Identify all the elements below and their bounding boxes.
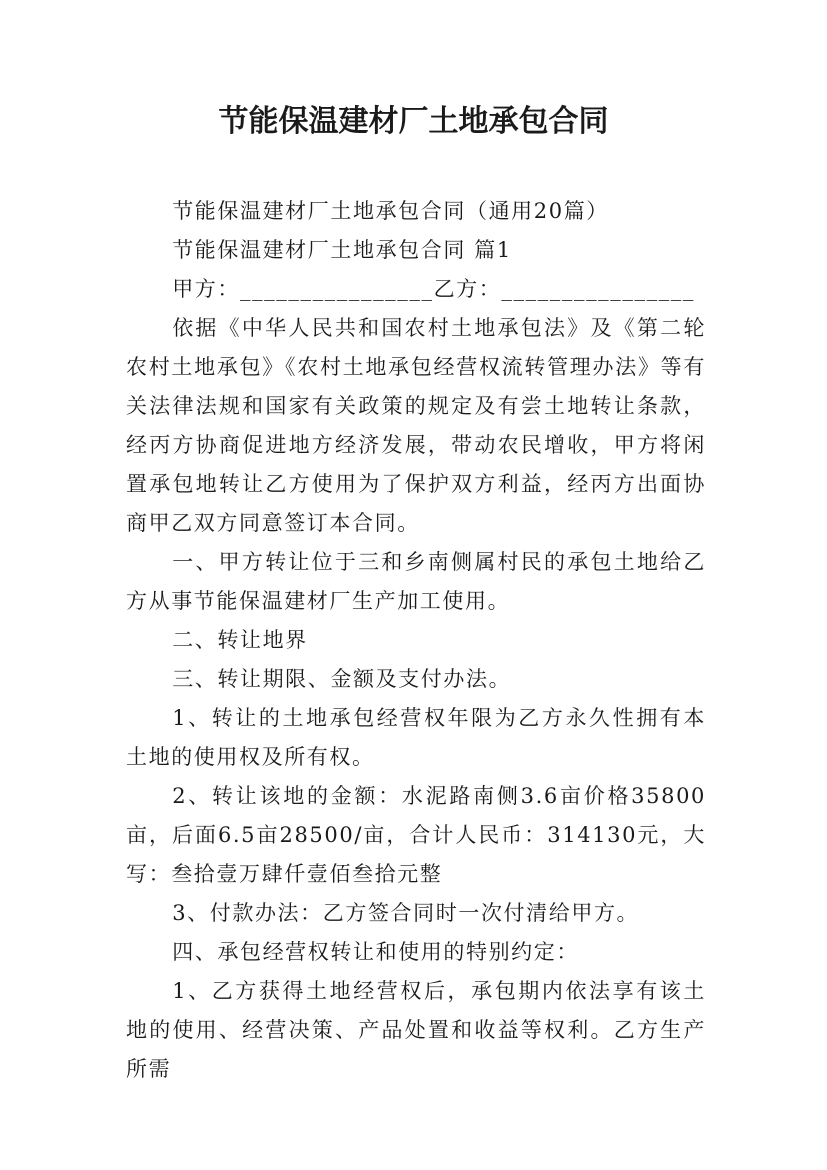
paragraph-clause-2: 二、转让地界 <box>172 628 308 652</box>
document-title: 节能保温建材厂土地承包合同 <box>218 104 609 139</box>
paragraph-clause-3-1: 1、转让的土地承包经营权年限为乙方永久性拥有本土地的使用权及所有权。 <box>126 706 706 769</box>
paragraph-clause-4: 四、承包经营权转让和使用的特别约定： <box>172 940 579 964</box>
paragraph-clause-3-3: 3、付款办法：乙方签合同时一次付清给甲方。 <box>172 901 640 925</box>
paragraph-clause-3: 三、转让期限、金额及支付办法。 <box>172 667 512 691</box>
paragraph-clause-3-2: 2、转让该地的金额：水泥路南侧3.6亩价格35800亩，后面6.5亩28500/亩，合计人民币：314130元，大写：叁拾壹万肆仟壹佰叁拾元整 <box>126 784 706 886</box>
paragraph-clause-4-1: 1、乙方获得土地经营权后，承包期内依法享有该土地的使用、经营决策、产品处置和收益等权利。乙方生产所需 <box>126 979 706 1081</box>
paragraph-preamble: 依据《中华人民共和国农村土地承包法》及《第二轮农村土地承包》《农村土地承包经营权流转管理办法》等有关法律法规和国家有关政策的规定及有尝土地转让条款，经丙方协商促进地方经济发展，带动农民增收，甲方将闲置承包地转让乙方使用为了保护双方利益，经丙方出面协商甲乙双方同意签订本合同。 <box>126 316 706 535</box>
paragraph-parties: 甲方：________________乙方：________________ <box>172 277 695 301</box>
paragraph-clause-1: 一、甲方转让位于三和乡南侧属村民的承包土地给乙方从事节能保温建材厂生产加工使用。 <box>126 550 706 613</box>
paragraph-subtitle: 节能保温建材厂土地承包合同（通用20篇） <box>172 199 609 223</box>
document-body <box>126 192 706 1089</box>
paragraph-section-heading: 节能保温建材厂土地承包合同 篇1 <box>172 238 512 262</box>
